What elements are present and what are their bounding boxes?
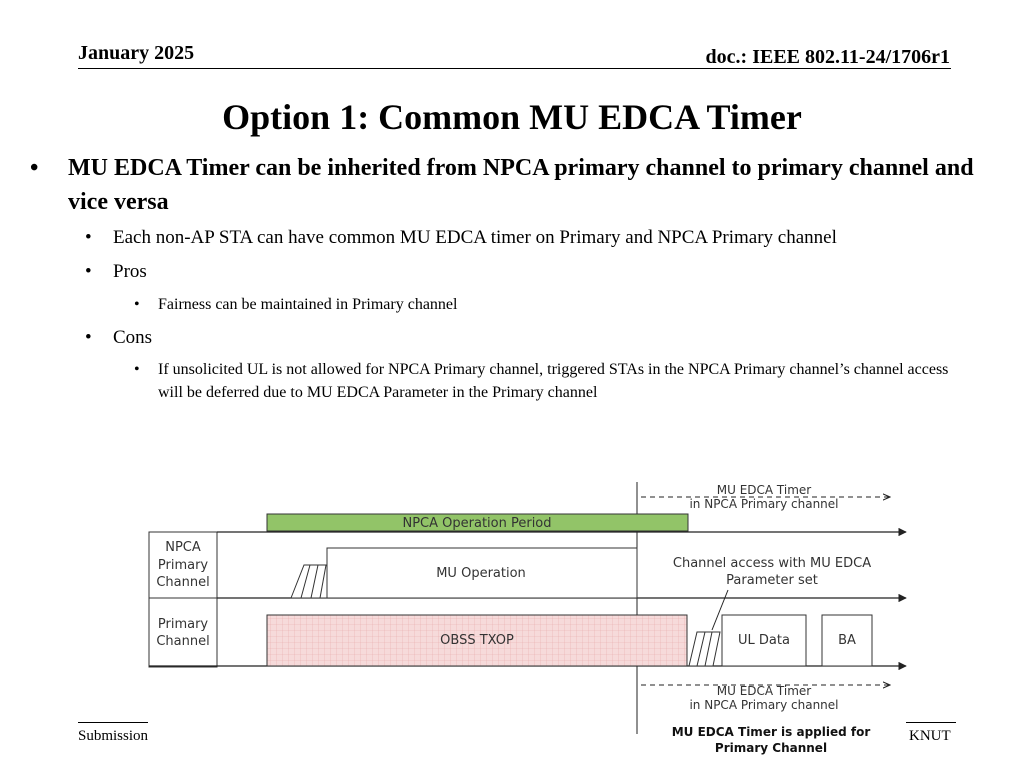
timer-bottom-label-1: MU EDCA Timer: [716, 684, 812, 698]
bullet-dot: •: [30, 155, 39, 181]
row2-label-1: Primary: [157, 617, 209, 632]
timer-top-label-1: MU EDCA Timer: [716, 483, 812, 497]
footer-left-rule: [78, 722, 148, 723]
main-bullet-text: MU EDCA Timer can be inherited from NPCA primary channel to primary channel and vice versa: [68, 155, 974, 215]
bullet-dot: •: [85, 327, 92, 348]
ul-data-label: UL Data: [738, 633, 790, 648]
ba-label: BA: [838, 633, 856, 648]
channel-access-label-2: Parameter set: [726, 573, 818, 588]
row2-label-2: Channel: [156, 634, 210, 649]
npca-period-label: NPCA Operation Period: [402, 516, 552, 531]
channel-access-label-1: Channel access with MU EDCA: [672, 556, 872, 571]
cons-label: Cons: [113, 327, 153, 348]
row1-label-1: NPCA: [165, 540, 201, 555]
backoff-slots-primary: [689, 632, 720, 666]
pros-item-text: Fairness can be maintained in Primary channel: [158, 296, 458, 313]
slide-title: Option 1: Common MU EDCA Timer: [222, 97, 802, 137]
mu-operation-label: MU Operation: [436, 566, 526, 581]
timer-bottom-label-2: in NPCA Primary channel: [689, 698, 839, 712]
footer-affiliation: KNUT: [909, 728, 951, 744]
bullet-dot: •: [85, 261, 92, 282]
footer-submission: Submission: [78, 728, 149, 744]
bullet-dot: •: [85, 227, 92, 248]
bullet-dot: •: [134, 296, 140, 313]
backoff-slots-npca: [291, 565, 327, 598]
cons-item-text: If unsolicited UL is not allowed for NPCA Primary channel, triggered STAs in the NPCA Primary channel’s channel access will be deferred due to MU EDCA Parameter in the Primary channel: [158, 361, 949, 401]
applied-label-2: Primary Channel: [714, 741, 828, 755]
row1-label-3: Channel: [156, 575, 210, 590]
sub-bullet-text: Each non-AP STA can have common MU EDCA timer on Primary and NPCA Primary channel: [113, 227, 837, 248]
footer-right-rule: [906, 722, 956, 723]
timer-top-label-2: in NPCA Primary channel: [689, 497, 839, 511]
pros-label: Pros: [113, 261, 147, 282]
header-date: January 2025: [78, 42, 195, 64]
row1-label-2: Primary: [157, 558, 209, 573]
applied-label-1: MU EDCA Timer is applied for: [671, 725, 871, 739]
header-doc-id: doc.: IEEE 802.11-24/1706r1: [705, 46, 950, 68]
obss-txop-label: OBSS TXOP: [440, 633, 514, 648]
bullet-dot: •: [134, 361, 140, 378]
